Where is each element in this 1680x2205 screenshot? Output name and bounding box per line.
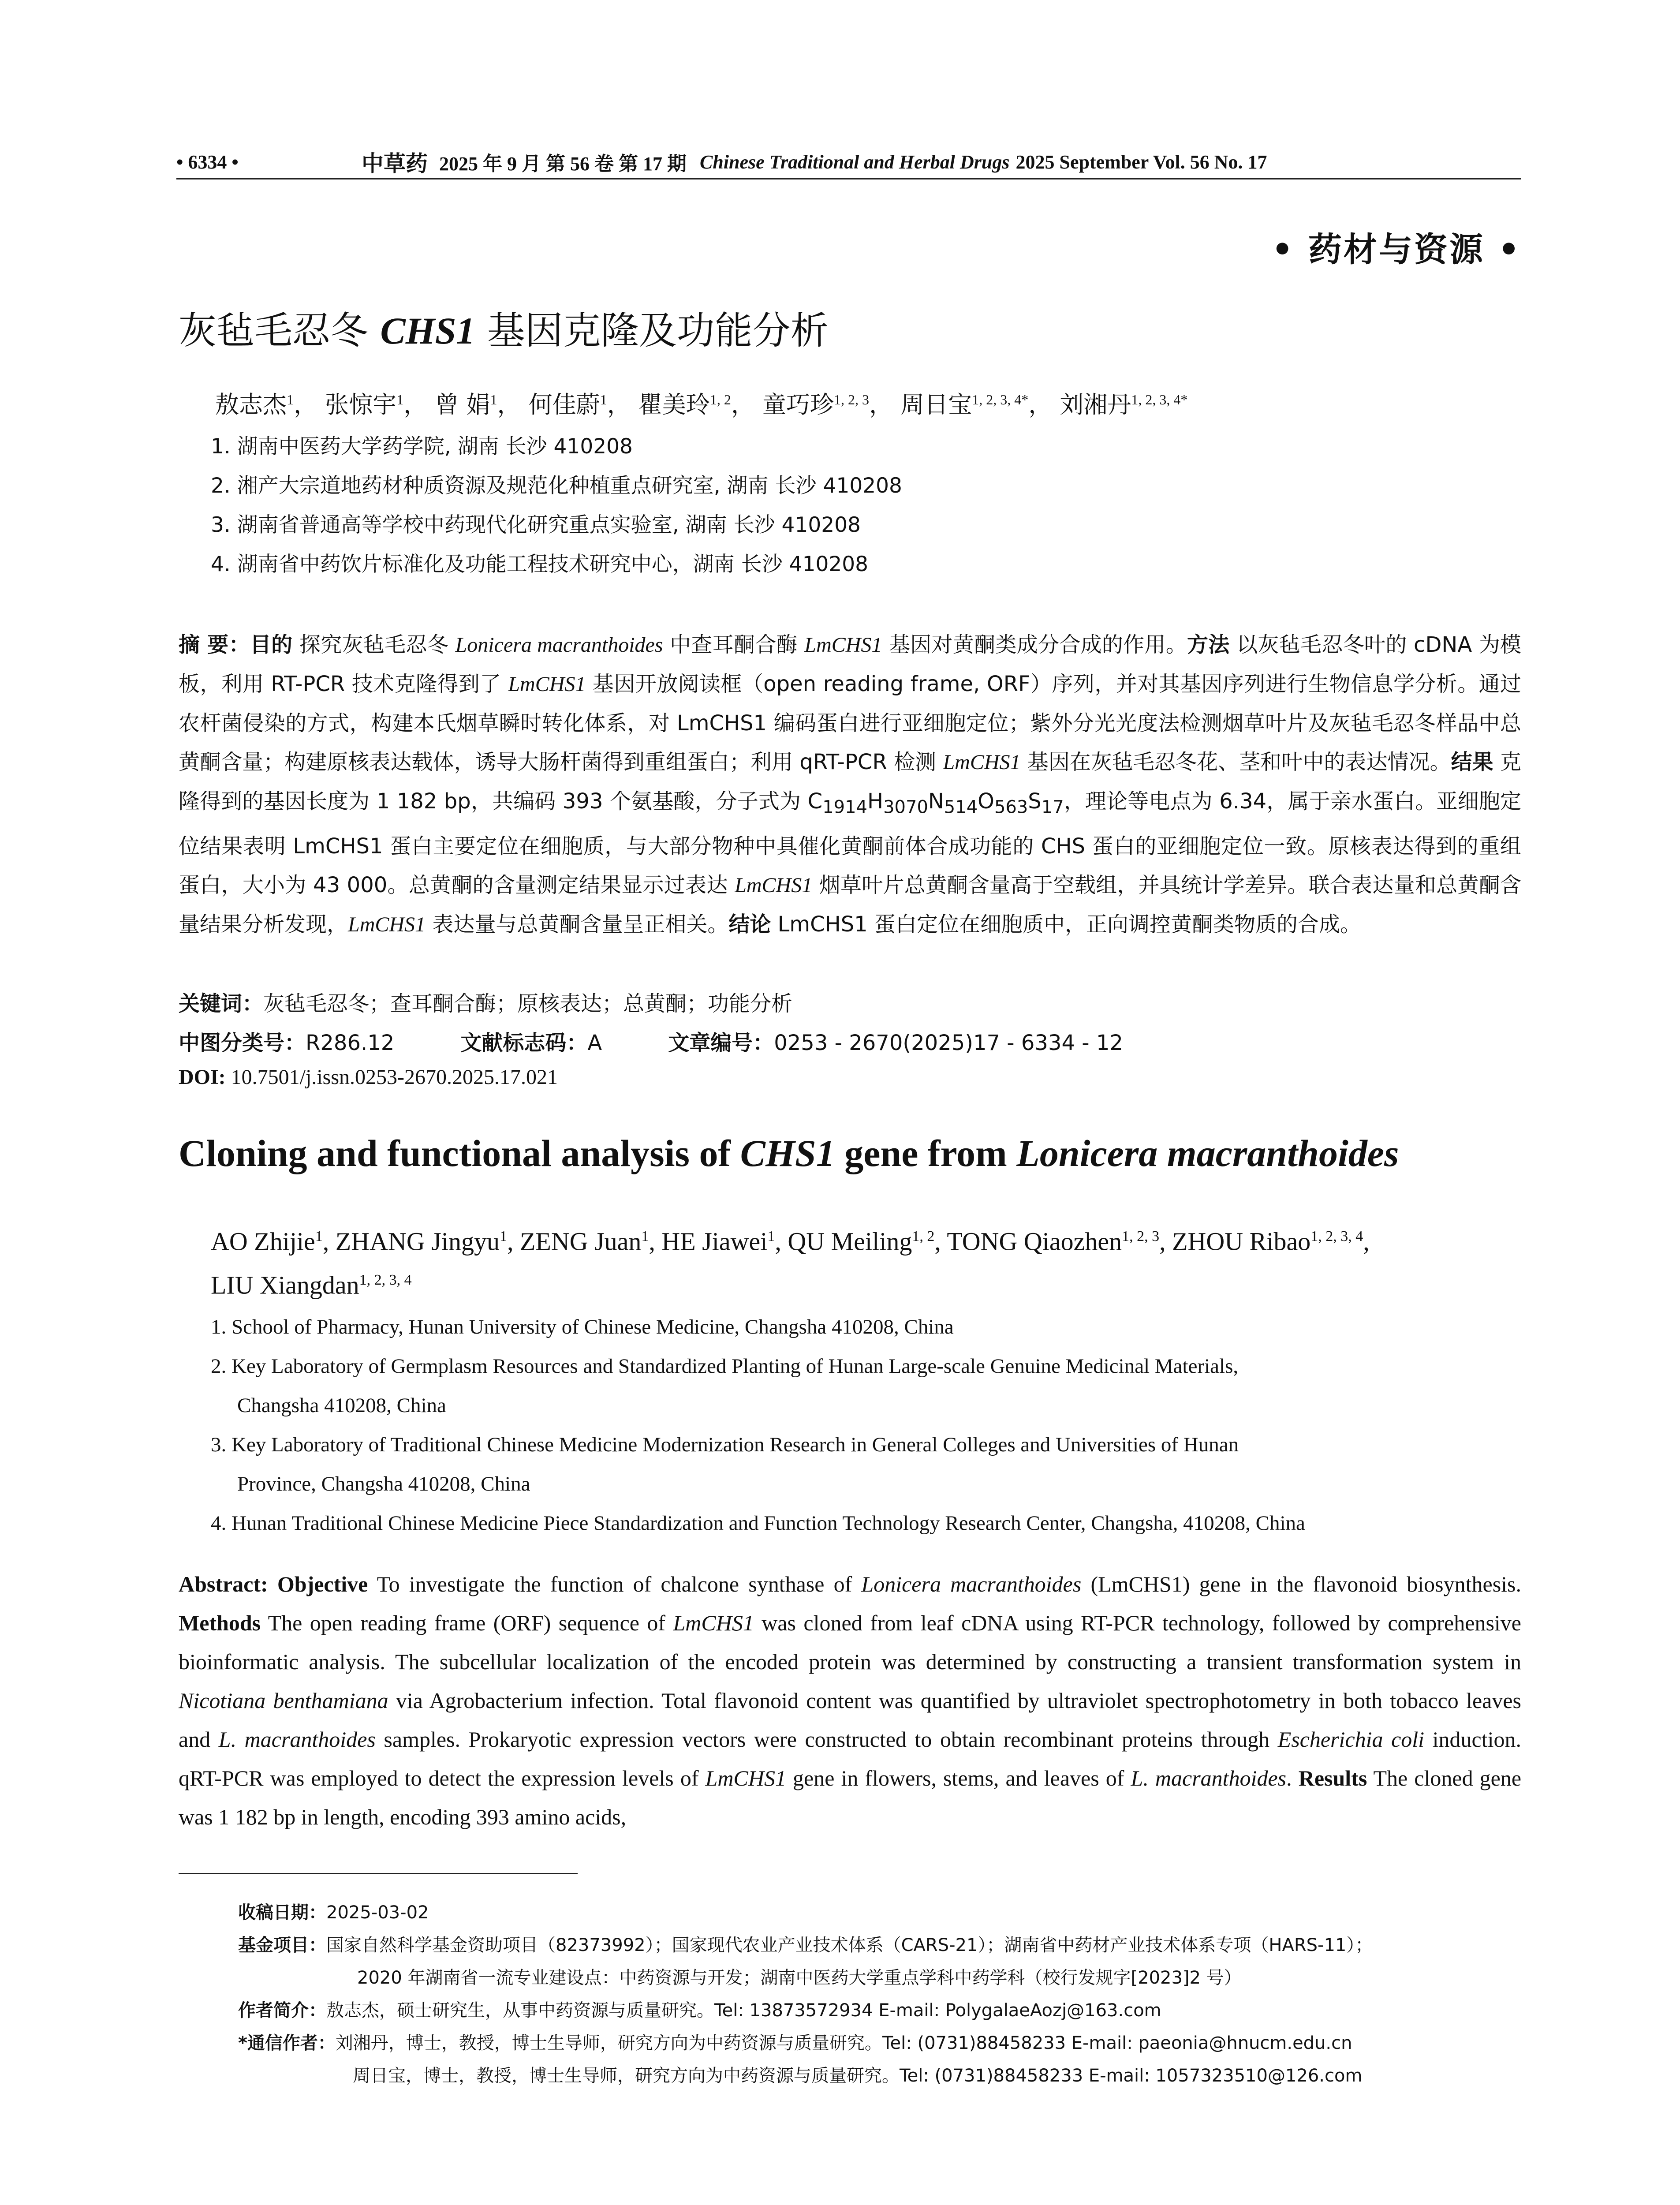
author-en: TONG Qiaozhen bbox=[947, 1227, 1122, 1256]
abstract-text: samples. Prokaryotic expression vectors were constructed to obtain recombinant proteins through bbox=[375, 1727, 1278, 1752]
formula-element: O bbox=[978, 789, 994, 814]
affiliation-en-3 bbox=[211, 1425, 1521, 1504]
species-name: Lonicera macranthoides bbox=[455, 633, 663, 657]
header-rule bbox=[176, 178, 1521, 179]
abstract-text: 表达量与总黄酮含量呈正相关。 bbox=[426, 912, 729, 937]
author-en: QU Meiling bbox=[788, 1227, 912, 1256]
keywords-text: 灰毡毛忍冬；查耳酮合酶；原核表达；总黄酮；功能分析 bbox=[263, 991, 793, 1016]
author-cn: 曾 娟 bbox=[435, 391, 490, 419]
author-cn-affil: 1 bbox=[600, 392, 607, 407]
corresponding-author bbox=[238, 2027, 1521, 2059]
author-bio-text: 敖志杰，硕士研究生，从事中药资源与质量研究。Tel: 13873572934 E-mail: PolygalaeAozj@163.com bbox=[326, 2000, 1161, 2021]
species-name: L. macranthoides bbox=[1131, 1766, 1287, 1790]
abstract-text: 基因在灰毡毛忍冬花、茎和叶中的表达情况。 bbox=[1020, 750, 1451, 774]
issue-cn: 2025 年 9 月 第 56 卷 第 17 期 bbox=[439, 153, 687, 175]
doi-label: DOI: bbox=[179, 1065, 226, 1089]
footnote-rule bbox=[179, 1873, 578, 1874]
clc-label: 中图分类号： bbox=[179, 1031, 306, 1055]
received-date bbox=[238, 1896, 1521, 1929]
gene-name: LmCHS1 bbox=[705, 1766, 786, 1790]
results-label: 结果 bbox=[1451, 750, 1493, 774]
title-en-gene: CHS1 bbox=[740, 1132, 835, 1174]
title-cn-gene: CHS1 bbox=[380, 310, 475, 352]
affiliation-cn-1: 1. 湖南中医药大学药学院, 湖南 长沙 410208 bbox=[211, 434, 633, 459]
funding-cont bbox=[238, 1962, 1521, 1994]
received-label: 收稿日期： bbox=[238, 1902, 326, 1923]
footnotes bbox=[238, 1896, 1521, 2092]
author-en: ZHANG Jingyu bbox=[335, 1227, 500, 1256]
abstract-text: ，理论等电点为 6.34，属于亲水蛋白。亚细胞定位结果表明 LmCHS1 蛋白主要定位在细胞质，与大部分物种中具催化黄酮前体合成功能的 CHS 蛋白的亚细胞定位一致。原核表达得到的重组蛋白，大小为 43 000。总黄酮的含量测定结果显示过表达 bbox=[179, 789, 1522, 897]
abstract-text: induction. qRT-PCR was employed to detect the expression levels of bbox=[179, 1727, 1521, 1790]
title-en bbox=[179, 1131, 1399, 1175]
page-number: • 6334 • bbox=[176, 151, 239, 173]
author-cn-affil: 1, 2, 3, 4* bbox=[972, 392, 1029, 407]
abstract-cn bbox=[179, 625, 1521, 944]
authors-en: AO Zhijie$^1$, ZHANG Jingyu$^1$, ZENG Juan$^1$, HE Jiawei$^1$, QU Meiling$^{1, 2}$, TONG Qiaozhen$^{1, 2, 3}$, ZHOU Ribao$^{1, 2, 3, 4}$, LIU Xiangdan$^{1, 2, 3, 4}$ bbox=[211, 1227, 1370, 1300]
author-en-affil: 1, 2, 3 bbox=[1122, 1228, 1160, 1245]
abstract-text: . bbox=[1286, 1766, 1299, 1790]
formula-subscript: 1914 bbox=[822, 797, 867, 818]
affiliation-cn-2: 2. 湘产大宗道地药材种质资源及规范化种植重点研究室, 湖南 长沙 410208 bbox=[211, 474, 902, 498]
journal-name-cn: 中草药 bbox=[362, 150, 428, 176]
abstract-text: via Agrobacterium infection. Total flavonoid content was quantified by ultraviolet spectrophotometry in both tobacco leaves and bbox=[179, 1688, 1521, 1752]
author-en: AO Zhijie bbox=[211, 1227, 315, 1256]
affiliation-cn-3: 3. 湖南省普通高等学校中药现代化研究重点实验室, 湖南 长沙 410208 bbox=[211, 513, 861, 537]
formula-element: N bbox=[928, 789, 944, 814]
affiliation-en-2-cont: Changsha 410208, China bbox=[237, 1394, 446, 1417]
author-cn: 童巧珍 bbox=[762, 391, 834, 419]
abstract-text: was cloned from leaf cDNA using RT-PCR technology, followed by comprehensive bioinformatic analysis. The subcellular localization of the encoded protein was determined by constructing a transient transformation system in bbox=[179, 1611, 1521, 1674]
author-cn-affil: 1, 2, 3, 4* bbox=[1131, 392, 1188, 407]
gene-name: LmCHS1 bbox=[348, 912, 426, 936]
author-en-affil: 1, 2, 3, 4 bbox=[1310, 1228, 1363, 1245]
conclusion-label: 结论 bbox=[728, 912, 771, 937]
abstract-text: 基因对黄酮类成分合成的作用。 bbox=[882, 632, 1187, 657]
title-cn-post: 基因克隆及功能分析 bbox=[475, 309, 829, 353]
abstract-text: gene in flowers, stems, and leaves of bbox=[786, 1766, 1131, 1790]
abstract-text: LmCHS1 蛋白定位在细胞质中，正向调控黄酮类物质的合成。 bbox=[771, 912, 1361, 937]
author-en-affil: 1, 2 bbox=[912, 1228, 935, 1245]
species-name: Escherichia coli bbox=[1277, 1727, 1425, 1752]
clc-value: R286.12 bbox=[306, 1031, 395, 1055]
abstract-text: To investigate the function of chalcone synthase of bbox=[368, 1572, 862, 1596]
title-en-text: gene from bbox=[835, 1132, 1017, 1174]
author-en: ZENG Juan bbox=[519, 1227, 642, 1256]
corresponding-text-1: 刘湘丹，博士，教授，博士生导师，研究方向为中药资源与质量研究。Tel: (0731)88458233 E-mail: paeonia@hnucm.edu.cn bbox=[335, 2033, 1352, 2053]
corresponding-label: *通信作者： bbox=[238, 2033, 336, 2053]
title-cn-pre: 灰毡毛忍冬 bbox=[179, 309, 381, 353]
title-cn bbox=[179, 300, 829, 355]
affiliation-en-3-line: 3. Key Laboratory of Traditional Chinese Medicine Modernization Research in General Colleges and Universities of Hunan bbox=[211, 1433, 1239, 1456]
abstract-text: The open reading frame (ORF) sequence of bbox=[261, 1611, 673, 1635]
author-cn: 周日宝 bbox=[900, 391, 972, 419]
abstract-text: 基因开放阅读框（open reading frame, ORF）序列，并对其基因序列进行生物信息学分析。通过农杆菌侵染的方式，构建本氏烟草瞬时转化体系，对 LmCHS1 编码蛋白进行亚细胞定位；紫外分光光度法检测烟草叶片及灰毡毛忍冬样品中总黄酮含量；构建原核表达载体，诱导大肠杆菌得到重组蛋白；利用 qRT-PCR 检测 bbox=[179, 672, 1521, 774]
abstract-text: 烟草叶片总黄酮含量高于空载组，并具统计学差异。联合表达量和总黄酮含量结果分析发现， bbox=[179, 872, 1521, 937]
author-cn: 刘湘丹 bbox=[1060, 391, 1131, 419]
authors-cn: 敖志杰$^1$， 张惊宇$^1$， 曾 娟$^1$， 何佳蔚$^1$， 瞿美玲$^{1, 2}$， 童巧珍$^{1, 2, 3}$， 周日宝$^{1, 2, 3, 4*}$， 刘湘丹$^{1, 2, 3, 4*}$ bbox=[215, 391, 1188, 419]
gene-name: LmCHS1 bbox=[508, 673, 586, 696]
abstract-text: 中查耳酮合酶 bbox=[663, 632, 805, 657]
methods-label: 方法 bbox=[1187, 632, 1230, 657]
funding-text: 国家自然科学基金资助项目（82373992）；国家现代农业产业技术体系（CARS-21）；湖南省中药材产业技术体系专项（HARS-11）； bbox=[326, 1935, 1373, 1955]
keywords-label: 关键词： bbox=[179, 991, 264, 1016]
species-name: Lonicera macranthoides bbox=[861, 1572, 1082, 1596]
section-tag: • 药材与资源 • bbox=[1271, 230, 1521, 269]
objective-label: 目的 bbox=[250, 632, 293, 657]
affiliation-cn-4: 4. 湖南省中药饮片标准化及功能工程技术研究中心，湖南 长沙 410208 bbox=[211, 552, 869, 576]
author-cn-affil: 1 bbox=[490, 392, 497, 407]
species-name: Nicotiana benthamiana bbox=[179, 1688, 388, 1713]
formula-element: H bbox=[867, 789, 884, 814]
received-value: 2025-03-02 bbox=[326, 1902, 429, 1923]
author-en-affil: 1, 2, 3, 4 bbox=[359, 1272, 412, 1289]
gene-name: LmCHS1 bbox=[804, 633, 882, 657]
running-header bbox=[176, 146, 1521, 178]
formula-subscript: 3070 bbox=[883, 797, 928, 818]
author-cn-affil: 1, 2, 3 bbox=[834, 392, 870, 407]
abstract-en-label: Abstract: Objective bbox=[179, 1572, 368, 1596]
author-cn: 何佳蔚 bbox=[528, 391, 600, 419]
formula-subscript: 563 bbox=[994, 797, 1028, 818]
title-en-species: Lonicera macranthoides bbox=[1016, 1132, 1399, 1174]
author-bio-label: 作者简介： bbox=[238, 2000, 326, 2021]
formula-subscript: 17 bbox=[1041, 797, 1064, 818]
affiliation-en-2-line: 2. Key Laboratory of Germplasm Resources and Standardized Planting of Hunan Large-scale Genuine Medicinal Materials, bbox=[211, 1355, 1239, 1378]
abstract-en bbox=[179, 1565, 1521, 1836]
article-no-value: 0253 - 2670(2025)17 - 6334 - 12 bbox=[774, 1031, 1123, 1055]
author-en-affil: 1 bbox=[767, 1228, 775, 1245]
author-bio bbox=[238, 1994, 1521, 2027]
formula-subscript: 514 bbox=[944, 797, 978, 818]
doc-code-label: 文献标志码： bbox=[460, 1031, 588, 1055]
corresponding-author-2 bbox=[238, 2059, 1521, 2092]
author-en-affil: 1 bbox=[641, 1228, 649, 1245]
title-en-text: Cloning and functional analysis of bbox=[179, 1132, 740, 1174]
gene-name: LmCHS1 bbox=[735, 873, 813, 897]
funding-text-cont: 2020 年湖南省一流专业建设点：中药资源与开发；湖南中医药大学重点学科中药学科（校行发规字[2023]2 号） bbox=[357, 1968, 1242, 1988]
author-cn: 敖志杰 bbox=[215, 391, 287, 419]
doi-link[interactable]: 10.7501/j.issn.0253-2670.2025.17.021 bbox=[225, 1065, 558, 1089]
formula-element: S bbox=[1028, 789, 1042, 814]
abstract-text: 以灰毡毛忍冬叶的 cDNA 为模板，利用 RT-PCR 技术克隆得到了 bbox=[179, 632, 1521, 696]
abstract-cn-label: 摘 要： bbox=[179, 632, 250, 657]
species-name: L. macranthoides bbox=[218, 1727, 376, 1752]
gene-name: LmCHS1 bbox=[943, 751, 1021, 774]
results-label: Results bbox=[1298, 1766, 1367, 1790]
methods-label: Methods bbox=[179, 1611, 261, 1635]
article-no-label: 文章编号： bbox=[668, 1031, 774, 1055]
abstract-text: 探究灰毡毛忍冬 bbox=[292, 632, 455, 657]
funding-label: 基金项目： bbox=[238, 1935, 326, 1955]
author-cn-affil: 1 bbox=[396, 392, 404, 407]
author-en: LIU Xiangdan bbox=[211, 1271, 359, 1300]
affiliation-en-2 bbox=[211, 1347, 1521, 1425]
journal-name-en: Chinese Traditional and Herbal Drugs bbox=[700, 151, 1010, 173]
author-en: ZHOU Ribao bbox=[1172, 1227, 1311, 1256]
author-cn-affil: 1, 2 bbox=[709, 392, 731, 407]
keywords-cn bbox=[179, 987, 792, 1017]
corresponding-text-2: 周日宝，博士，教授，博士生导师，研究方向为中药资源与质量研究。Tel: (0731)88458233 E-mail: 1057323510@126.com bbox=[353, 2066, 1363, 2086]
affiliation-en-4: 4. Hunan Traditional Chinese Medicine Piece Standardization and Function Technology Research Center, Changsha, 410208, China bbox=[211, 1512, 1305, 1535]
author-en: HE Jiawei bbox=[661, 1227, 768, 1256]
affiliation-en-1: 1. School of Pharmacy, Hunan University of Chinese Medicine, Changsha 410208, China bbox=[211, 1316, 954, 1338]
author-en-affil: 1 bbox=[315, 1228, 323, 1245]
gene-name: LmCHS1 bbox=[673, 1611, 754, 1635]
issue-en: 2025 September Vol. 56 No. 17 bbox=[1015, 151, 1267, 173]
doc-code-value: A bbox=[587, 1031, 602, 1055]
author-cn-affil: 1 bbox=[287, 392, 294, 407]
author-en-affil: 1 bbox=[499, 1228, 507, 1245]
abstract-text: The cloned gene was 1 182 bp in length, encoding 393 amino acids, bbox=[179, 1766, 1522, 1829]
doi-line bbox=[179, 1065, 558, 1089]
abstract-text: 克隆得到的基因长度为 1 182 bp，共编码 393 个氨基酸，分子式为 C bbox=[179, 750, 1521, 814]
abstract-text: (LmCHS1) gene in the flavonoid biosynthesis. bbox=[1081, 1572, 1521, 1596]
affiliation-en-3-cont: Province, Changsha 410208, China bbox=[237, 1472, 530, 1495]
classification-line bbox=[179, 1026, 1123, 1056]
author-cn: 张惊宇 bbox=[325, 391, 397, 419]
author-cn: 瞿美玲 bbox=[638, 391, 710, 419]
funding bbox=[238, 1929, 1521, 1962]
